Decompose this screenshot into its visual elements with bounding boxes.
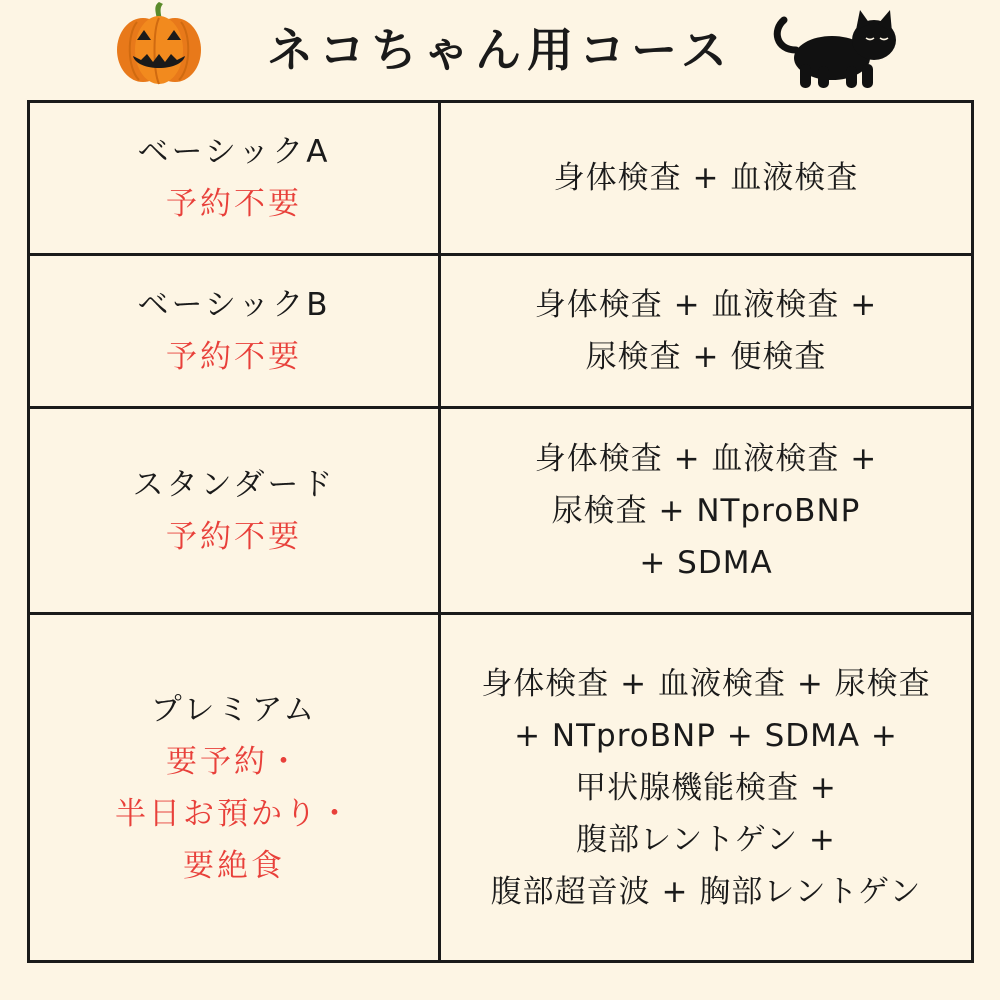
table-row <box>29 614 973 962</box>
course-name: プレミアム <box>150 691 318 728</box>
course-detail-line: 身体検査 + 血液検査 + <box>534 440 878 477</box>
course-detail-line: 腹部レントゲン + <box>576 821 836 858</box>
course-name: ベーシックB <box>137 287 331 323</box>
course-detail-line: 身体検査 + 血液検査 + 尿検査 <box>481 665 931 702</box>
course-name-cell <box>29 614 440 962</box>
table-row <box>29 408 973 614</box>
course-detail-line: 尿検査 + 便検査 <box>585 339 827 375</box>
course-details-cell <box>440 255 973 408</box>
course-detail-line: 身体検査 + 血液検査 + <box>534 287 878 323</box>
course-detail-line: + NTproBNP + SDMA + <box>514 717 898 754</box>
course-note: 要予約・ <box>166 743 302 780</box>
course-detail-line: 身体検査 + 血液検査 <box>553 160 859 196</box>
course-note: 半日お預かり・ <box>115 795 353 832</box>
table-row <box>29 255 973 408</box>
course-name: ベーシックA <box>137 134 331 170</box>
header <box>0 0 1000 100</box>
course-note: 要絶食 <box>183 847 285 884</box>
course-table <box>27 100 974 963</box>
course-note: 予約不要 <box>166 339 302 375</box>
course-details-cell <box>440 614 973 962</box>
course-name-cell <box>29 408 440 614</box>
course-details-cell <box>440 408 973 614</box>
course-name-cell <box>29 255 440 408</box>
black-cat-icon <box>770 6 910 92</box>
course-note: 予約不要 <box>166 518 302 555</box>
course-details-cell <box>440 102 973 255</box>
course-detail-line: + SDMA <box>639 544 773 581</box>
course-note: 予約不要 <box>166 186 302 222</box>
course-detail-line: 尿検査 + NTproBNP <box>551 492 861 529</box>
course-detail-line: 腹部超音波 + 胸部レントゲン <box>490 873 922 910</box>
course-detail-line: 甲状腺機能検査 + <box>575 769 837 806</box>
page-title: ネコちゃん用コース <box>267 23 733 77</box>
course-name: スタンダード <box>132 466 336 503</box>
course-name-cell <box>29 102 440 255</box>
table-row <box>29 102 973 255</box>
